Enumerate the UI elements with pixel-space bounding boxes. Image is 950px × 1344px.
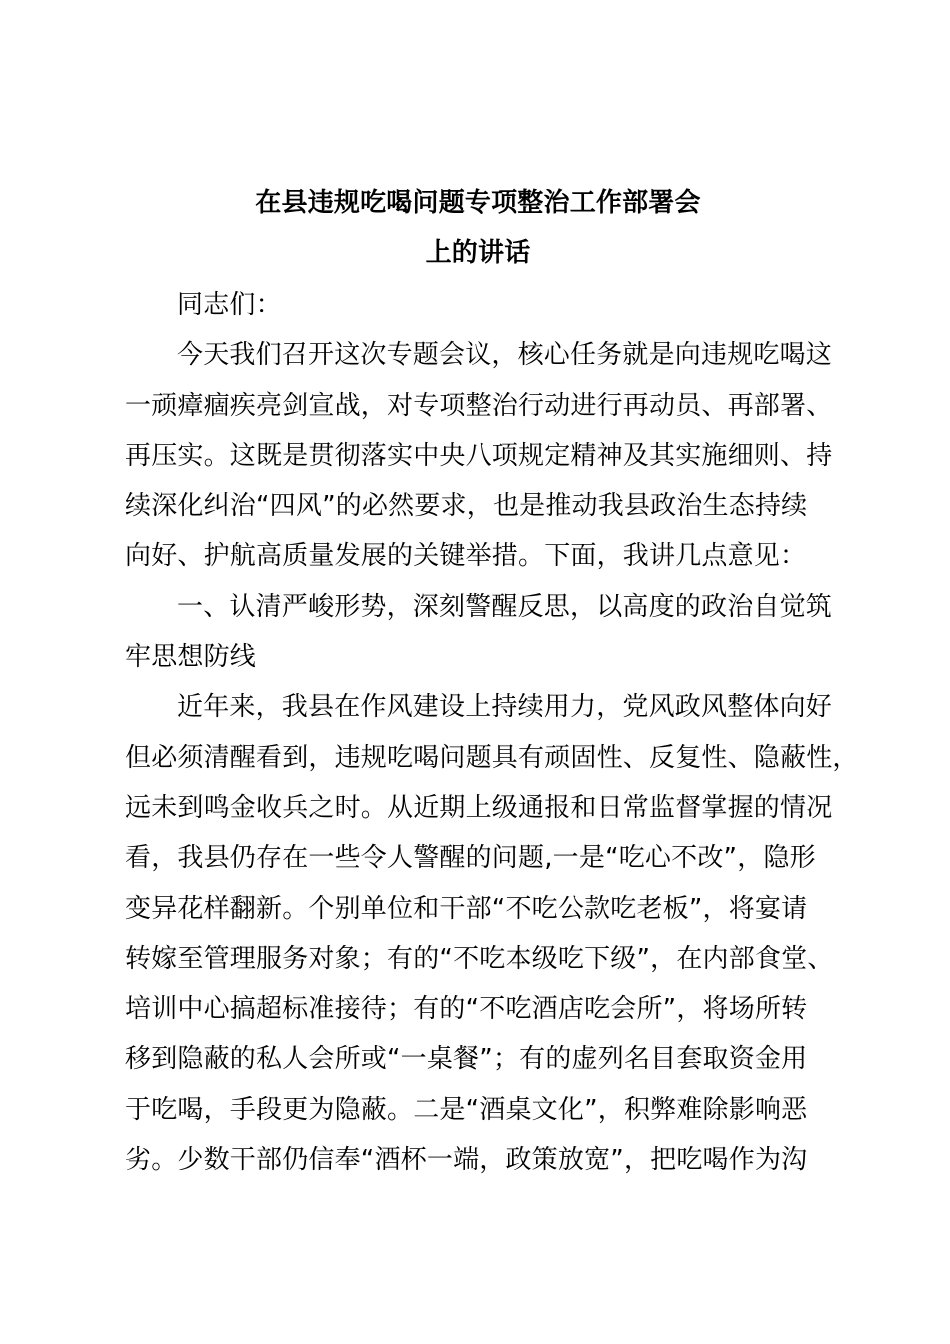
paragraph-line: 看，我县仍存在一些令人警醒的问题,一是“吃心不改”，隐形 (125, 843, 816, 874)
paragraph-line: 但必须清醒看到，违规吃喝问题具有顽固性、反复性、隐蔽性， (125, 742, 859, 773)
paragraph-line: 移到隐蔽的私人会所或“一桌餐”；有的虚列名目套取资金用 (125, 1044, 808, 1075)
paragraph-line: 变异花样翻新。个别单位和干部“不吃公款吃老板”，将宴请 (125, 893, 808, 924)
section-heading-line: 牢思想防线 (125, 642, 257, 673)
paragraph-line: 于吃喝，手段更为隐蔽。二是“酒桌文化”，积弊难除影响恶 (125, 1094, 808, 1125)
document-body (125, 280, 859, 1185)
title-line: 在县违规吃喝问题专项整治工作部署会 (255, 188, 701, 218)
paragraph-line: 续深化纠治“四风”的必然要求，也是推动我县政治生态持续 (125, 491, 808, 522)
paragraph-line: 劣。少数干部仍信奉“酒杯一端，政策放宽”，把吃喝作为沟 (125, 1145, 808, 1176)
paragraph-line: 转嫁至管理服务对象；有的“不吃本级吃下级”，在内部食堂、 (125, 943, 834, 974)
paragraph-line: 一顽瘴痼疾亮剑宣战，对专项整治行动进行再动员、再部署、 (125, 390, 833, 421)
salutation: 同志们： (177, 290, 282, 320)
section-heading-line: 一、认清严峻形势，深刻警醒反思，以高度的政治自觉筑 (177, 591, 833, 622)
paragraph-line: 培训中心搞超标准接待；有的“不吃酒店吃会所”，将场所转 (125, 994, 808, 1025)
paragraph-line: 向好、护航高质量发展的关键举措。下面，我讲几点意见： (125, 541, 807, 572)
paragraph-line: 远未到鸣金收兵之时。从近期上级通报和日常监督掌握的情况 (125, 792, 833, 823)
document-title (118, 178, 838, 279)
paragraph-line: 再压实。这既是贯彻落实中央八项规定精神及其实施细则、持 (125, 440, 833, 471)
title-line: 上的讲话 (425, 238, 531, 269)
paragraph-line: 今天我们召开这次专题会议，核心任务就是向违规吃喝这 (177, 340, 833, 371)
paragraph-line: 近年来，我县在作风建设上持续用力，党风政风整体向好 (177, 692, 833, 723)
